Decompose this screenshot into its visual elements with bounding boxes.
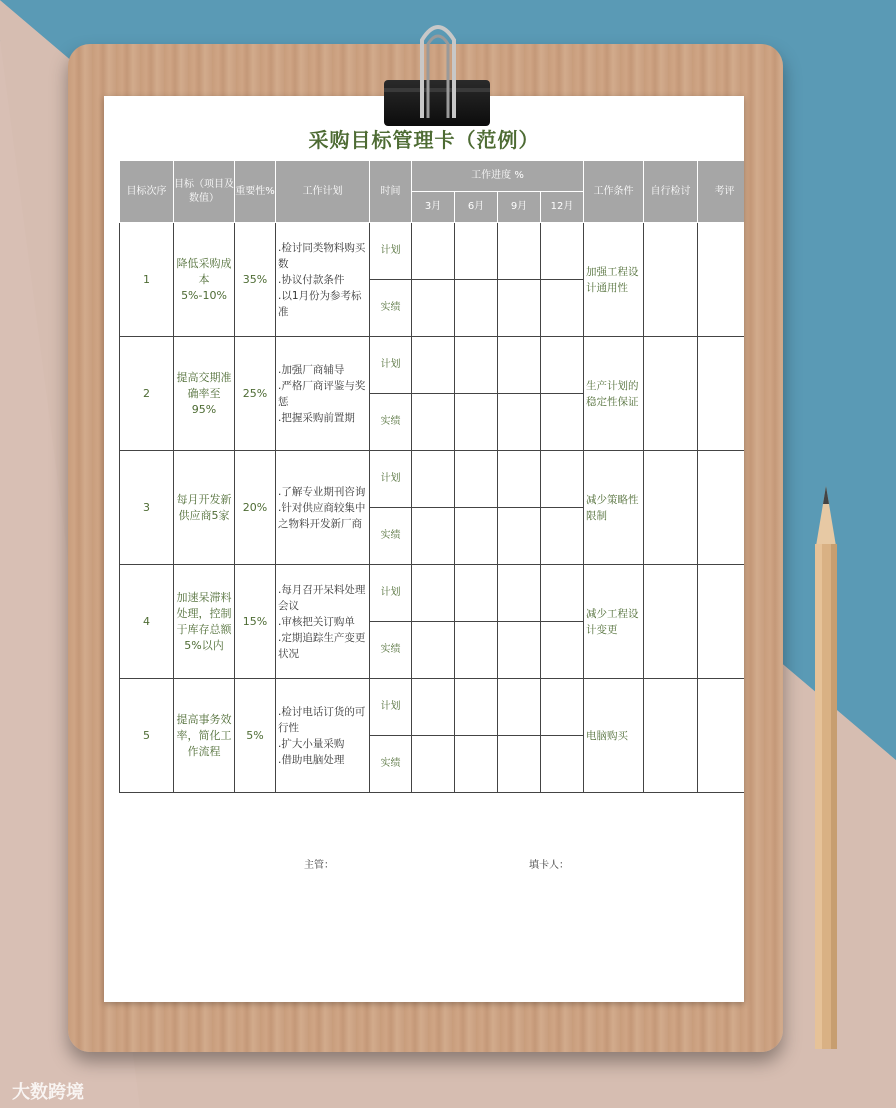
- table-row: [120, 451, 745, 508]
- row-plan-label: 计划: [370, 679, 412, 736]
- self-check-cell[interactable]: [644, 565, 698, 679]
- row-actual-label: 实绩: [370, 394, 412, 451]
- progress-cell[interactable]: [498, 451, 541, 508]
- page-title: 采购目标管理卡（范例）: [308, 128, 540, 152]
- row-plan-label: 计划: [370, 337, 412, 394]
- row-target: 降低采购成本5%-10%: [174, 223, 235, 337]
- progress-cell[interactable]: [455, 337, 498, 394]
- row-plan: .加强厂商辅导 .严格厂商评鉴与奖惩 .把握采购前置期: [276, 337, 370, 451]
- row-weight: 25%: [235, 337, 276, 451]
- clip-handle-icon: [412, 18, 464, 128]
- progress-cell[interactable]: [498, 736, 541, 793]
- header-month-1: 6月: [455, 192, 498, 223]
- row-actual-label: 实绩: [370, 736, 412, 793]
- progress-cell[interactable]: [412, 679, 455, 736]
- progress-cell[interactable]: [498, 394, 541, 451]
- progress-cell[interactable]: [498, 679, 541, 736]
- row-seq: 1: [120, 223, 174, 337]
- row-target: 提高交期准确率至95%: [174, 337, 235, 451]
- progress-cell[interactable]: [541, 223, 584, 280]
- self-check-cell[interactable]: [644, 337, 698, 451]
- supervisor-label: 主管：: [304, 860, 334, 871]
- table-row: [120, 565, 745, 622]
- review-cell[interactable]: [698, 679, 745, 793]
- progress-cell[interactable]: [541, 736, 584, 793]
- self-check-cell[interactable]: [644, 223, 698, 337]
- progress-cell[interactable]: [541, 679, 584, 736]
- table-row: [120, 337, 745, 394]
- progress-cell[interactable]: [455, 394, 498, 451]
- progress-cell[interactable]: [412, 451, 455, 508]
- row-target: 提高事务效率，简化工作流程: [174, 679, 235, 793]
- review-cell[interactable]: [698, 451, 745, 565]
- row-seq: 4: [120, 565, 174, 679]
- progress-cell[interactable]: [498, 337, 541, 394]
- header-month-3: 12月: [541, 192, 584, 223]
- progress-cell[interactable]: [541, 337, 584, 394]
- pencil-icon: [806, 486, 846, 1056]
- header-review: 考评: [698, 161, 745, 223]
- progress-cell[interactable]: [541, 280, 584, 337]
- row-actual-label: 实绩: [370, 280, 412, 337]
- progress-cell[interactable]: [412, 622, 455, 679]
- row-plan: .了解专业期刊咨询 .针对供应商较集中之物料开发新厂商: [276, 451, 370, 565]
- row-plan: .每月召开呆料处理会议 .审核把关订购单 .定期追踪生产变更状况: [276, 565, 370, 679]
- progress-cell[interactable]: [498, 565, 541, 622]
- row-weight: 35%: [235, 223, 276, 337]
- row-plan-label: 计划: [370, 451, 412, 508]
- header-plan: 工作计划: [276, 161, 370, 223]
- row-condition: 加强工程设计通用性: [584, 223, 644, 337]
- progress-cell[interactable]: [455, 280, 498, 337]
- progress-cell[interactable]: [412, 565, 455, 622]
- row-condition: 减少工程设计变更: [584, 565, 644, 679]
- row-weight: 5%: [235, 679, 276, 793]
- progress-cell[interactable]: [455, 622, 498, 679]
- progress-cell[interactable]: [541, 451, 584, 508]
- row-target: 每月开发新供应商5家: [174, 451, 235, 565]
- progress-cell[interactable]: [455, 451, 498, 508]
- row-plan: .检讨电话订货的可行性 .扩大小量采购 .借助电脑处理: [276, 679, 370, 793]
- progress-cell[interactable]: [498, 622, 541, 679]
- progress-cell[interactable]: [455, 223, 498, 280]
- row-condition: 减少策略性限制: [584, 451, 644, 565]
- header-condition: 工作条件: [584, 161, 644, 223]
- progress-cell[interactable]: [455, 508, 498, 565]
- review-cell[interactable]: [698, 223, 745, 337]
- progress-cell[interactable]: [412, 736, 455, 793]
- row-weight: 15%: [235, 565, 276, 679]
- row-seq: 3: [120, 451, 174, 565]
- header-time: 时间: [370, 161, 412, 223]
- row-actual-label: 实绩: [370, 622, 412, 679]
- row-weight: 20%: [235, 451, 276, 565]
- header-seq: 目标次序: [120, 161, 174, 223]
- progress-cell[interactable]: [412, 508, 455, 565]
- review-cell[interactable]: [698, 565, 745, 679]
- row-plan-label: 计划: [370, 565, 412, 622]
- row-condition: 电脑购买: [584, 679, 644, 793]
- progress-cell[interactable]: [541, 565, 584, 622]
- progress-cell[interactable]: [412, 280, 455, 337]
- header-target: 目标（项目及数值）: [174, 161, 235, 223]
- progress-cell[interactable]: [498, 280, 541, 337]
- row-plan-label: 计划: [370, 223, 412, 280]
- progress-cell[interactable]: [455, 679, 498, 736]
- row-actual-label: 实绩: [370, 508, 412, 565]
- table-row: [120, 679, 745, 736]
- progress-cell[interactable]: [541, 622, 584, 679]
- target-table: [119, 160, 744, 793]
- self-check-cell[interactable]: [644, 451, 698, 565]
- progress-cell[interactable]: [455, 565, 498, 622]
- header-self-check: 自行检讨: [644, 161, 698, 223]
- row-target: 加速呆滞料处理，控制于库存总额5%以内: [174, 565, 235, 679]
- header-month-0: 3月: [412, 192, 455, 223]
- row-seq: 2: [120, 337, 174, 451]
- header-month-2: 9月: [498, 192, 541, 223]
- progress-cell[interactable]: [412, 394, 455, 451]
- progress-cell[interactable]: [498, 508, 541, 565]
- self-check-cell[interactable]: [644, 679, 698, 793]
- row-condition: 生产计划的稳定性保证: [584, 337, 644, 451]
- progress-cell[interactable]: [541, 508, 584, 565]
- table-row: [120, 223, 745, 280]
- watermark: 大数跨境: [12, 1082, 84, 1103]
- row-plan: .检讨同类物料购买数 .协议付款条件 .以1月份为参考标准: [276, 223, 370, 337]
- progress-cell[interactable]: [412, 223, 455, 280]
- form-sheet: [104, 96, 744, 1002]
- header-progress: 工作进度 %: [412, 161, 584, 192]
- progress-cell[interactable]: [455, 736, 498, 793]
- filler-label: 填卡人：: [529, 860, 569, 871]
- row-seq: 5: [120, 679, 174, 793]
- progress-cell[interactable]: [498, 223, 541, 280]
- header-weight: 重要性%: [235, 161, 276, 223]
- progress-cell[interactable]: [541, 394, 584, 451]
- review-cell[interactable]: [698, 337, 745, 451]
- progress-cell[interactable]: [412, 337, 455, 394]
